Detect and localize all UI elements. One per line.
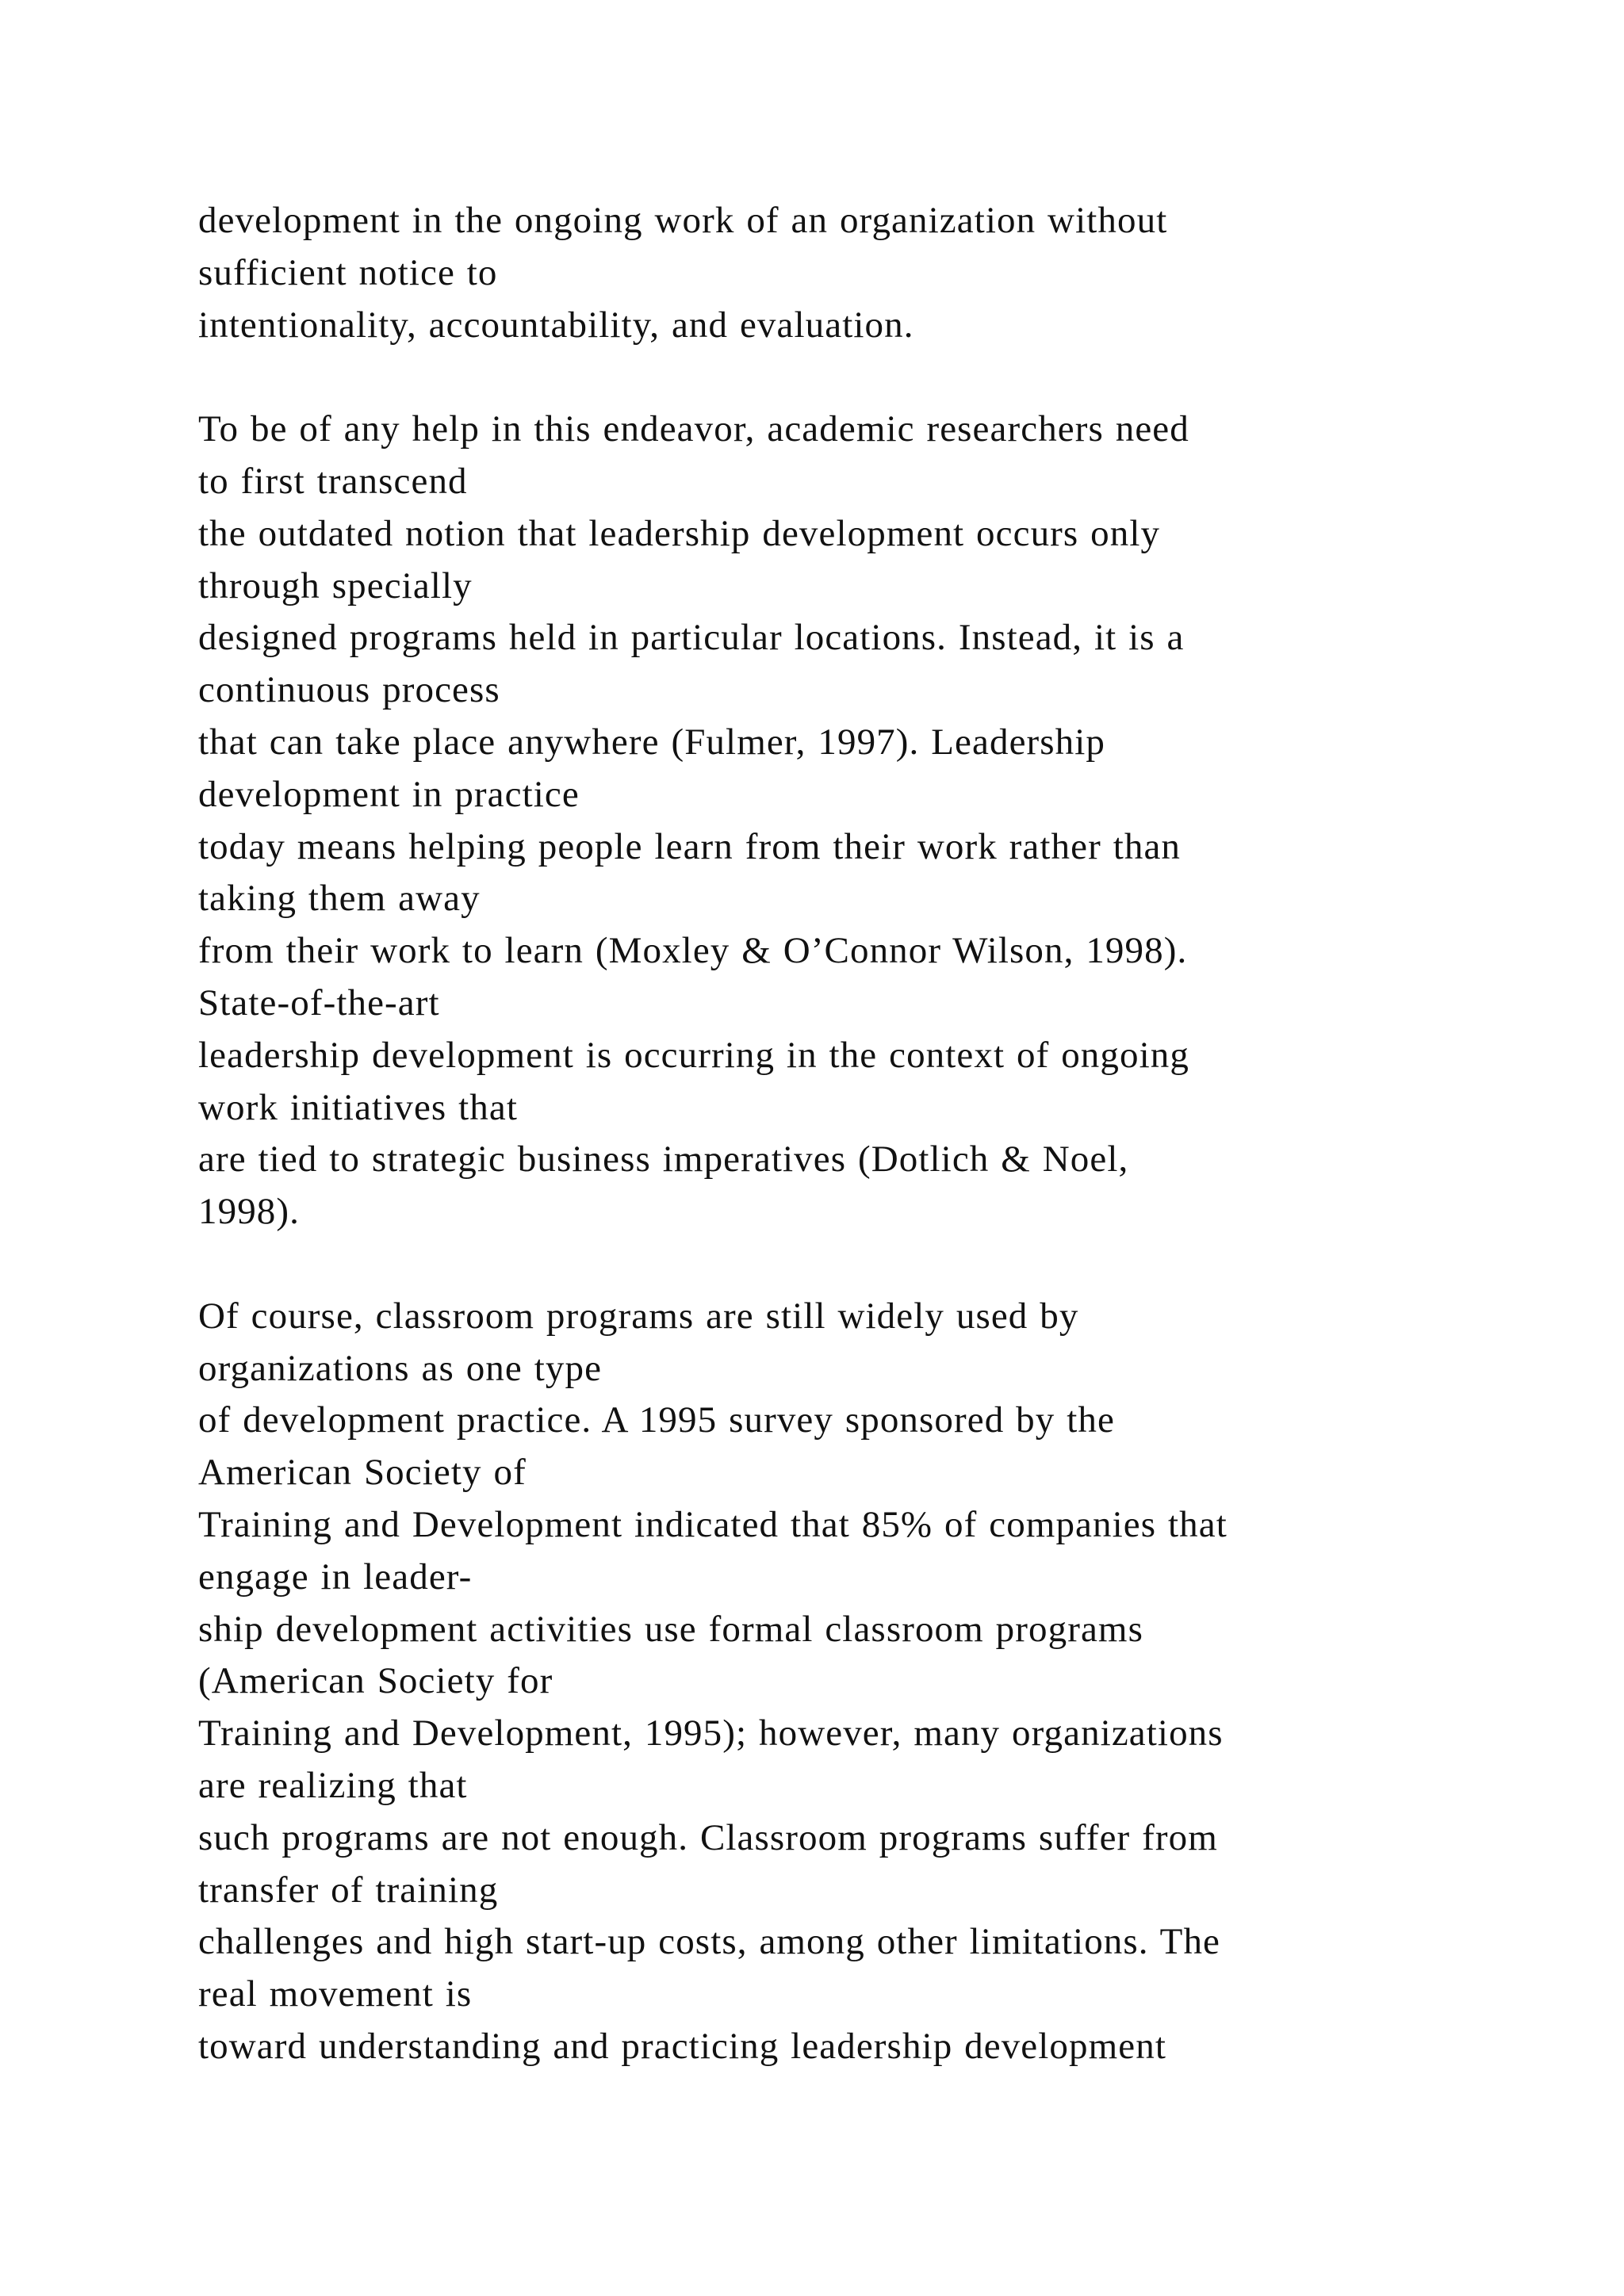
- text-line: sufficient notice to: [198, 251, 498, 293]
- text-line: organizations as one type: [198, 1347, 603, 1389]
- text-line: designed programs held in particular locations. Instead, it is a: [198, 617, 1185, 659]
- document-body: [198, 195, 1499, 2073]
- text-line: the outdated notion that leadership development occurs only: [198, 512, 1161, 554]
- text-line: that can take place anywhere (Fulmer, 1997). Leadership: [198, 721, 1106, 763]
- text-line: today means helping people learn from their work rather than: [198, 825, 1182, 867]
- text-line: intentionality, accountability, and evaluation.: [198, 304, 914, 346]
- text-line: (American Society for: [198, 1660, 553, 1702]
- text-line: Training and Development, 1995); however, many organizations: [198, 1712, 1224, 1755]
- text-line: State-of-the-art: [198, 982, 440, 1024]
- text-line: ship development activities use formal classroom programs: [198, 1608, 1143, 1650]
- text-line: such programs are not enough. Classroom programs suffer from: [198, 1816, 1218, 1858]
- text-line: to first transcend: [198, 460, 468, 502]
- text-line: leadership development is occurring in the context of ongoing: [198, 1034, 1189, 1076]
- text-line: real movement is: [198, 1973, 473, 2015]
- text-line: transfer of training: [198, 1869, 499, 1911]
- text-line: engage in leader-: [198, 1556, 473, 1598]
- text-line: American Society of: [198, 1452, 527, 1494]
- text-line: continuous process: [198, 669, 500, 711]
- paragraph-3: [198, 1291, 1499, 2073]
- text-line: work initiatives that: [198, 1086, 519, 1128]
- paragraph-gap: [198, 351, 1499, 404]
- text-line: To be of any help in this endeavor, academic researchers need: [198, 408, 1189, 450]
- text-line: development in the ongoing work of an organization without: [198, 200, 1168, 241]
- text-line: development in practice: [198, 773, 580, 815]
- text-line: are tied to strategic business imperatives (Dotlich & Noel,: [198, 1138, 1129, 1181]
- text-line: Of course, classroom programs are still widely used by: [198, 1295, 1079, 1337]
- text-line: Training and Development indicated that 85% of companies that: [198, 1503, 1228, 1545]
- paragraph-gap: [198, 1238, 1499, 1291]
- paragraph-2: [198, 404, 1499, 1238]
- text-line: through specially: [198, 564, 473, 607]
- text-line: from their work to learn (Moxley & O’Connor Wilson, 1998).: [198, 930, 1188, 972]
- paragraph-1: [198, 195, 1499, 351]
- text-line: toward understanding and practicing leadership development: [198, 2025, 1167, 2067]
- text-line: taking them away: [198, 878, 481, 920]
- text-line: of development practice. A 1995 survey sponsored by the: [198, 1399, 1115, 1441]
- text-line: are realizing that: [198, 1764, 468, 1806]
- text-line: challenges and high start-up costs, among other limitations. The: [198, 1921, 1221, 1963]
- text-line: 1998).: [198, 1191, 301, 1233]
